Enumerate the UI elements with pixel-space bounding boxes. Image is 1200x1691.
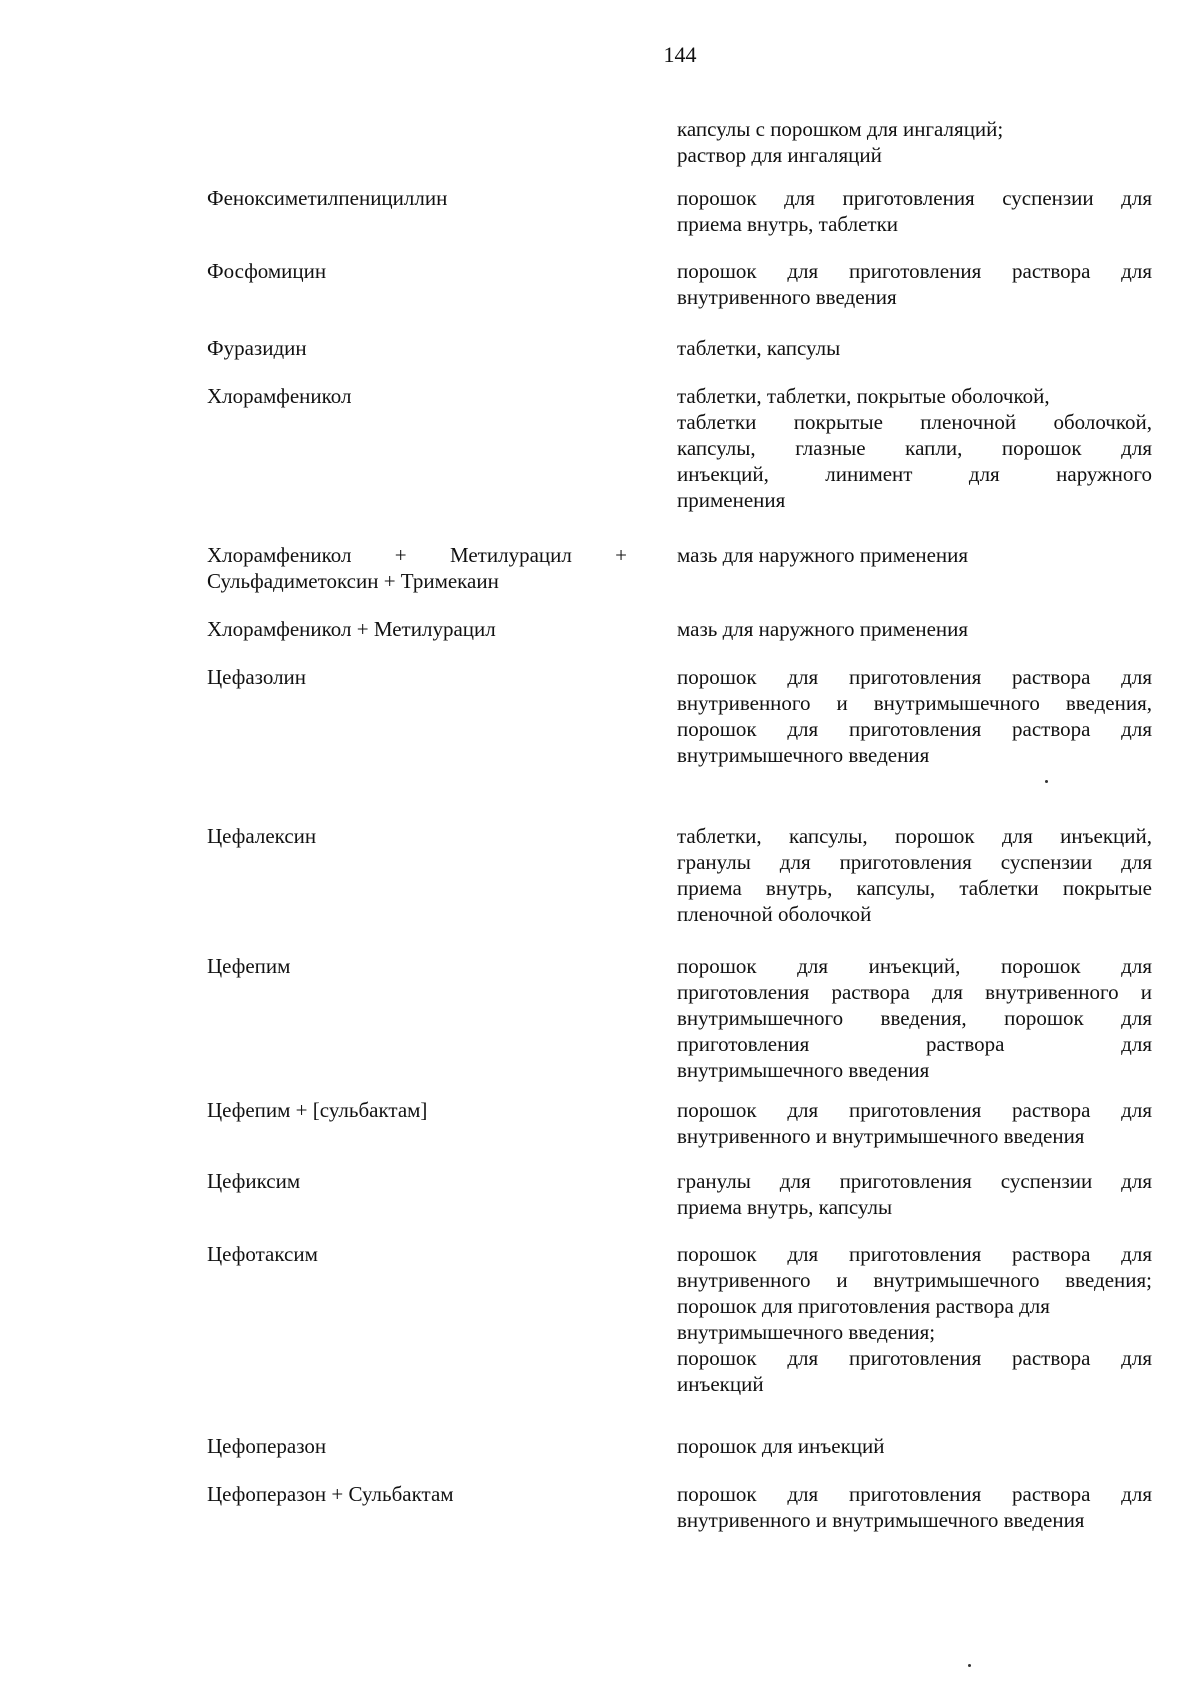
dosage-form-line: таблетки, таблетки, покрытые оболочкой, xyxy=(677,384,1050,408)
dosage-form-line: порошок для приготовления суспензии для xyxy=(677,186,1152,210)
dosage-form xyxy=(677,1481,1152,1533)
drug-name: Цефепим xyxy=(207,954,291,978)
drug-name: Цефалексин xyxy=(207,824,317,848)
drug-name: Цефоперазон + Сульбактам xyxy=(207,1482,454,1506)
drug-name: Фосфомицин xyxy=(207,259,327,283)
dosage-form-line: раствор для ингаляций xyxy=(677,143,882,167)
dosage-form-line: мазь для наружного применения xyxy=(677,617,969,641)
dosage-form-line: капсулы с порошком для ингаляций; xyxy=(677,117,1004,141)
dosage-form xyxy=(677,1241,1152,1397)
dosage-form-line: внутривенного и внутримышечного введения xyxy=(677,1124,1085,1148)
dosage-form-line: порошок для приготовления раствора для xyxy=(677,1242,1152,1266)
dosage-form-line: мазь для наружного применения xyxy=(677,543,969,567)
dosage-form-line: порошок для инъекций, порошок для xyxy=(677,954,1152,978)
dosage-form-line: гранулы для приготовления суспензии для xyxy=(677,1169,1152,1193)
drug-name: Хлорамфеникол xyxy=(207,384,352,408)
drug-name-line: Сульфадиметоксин + Тримекаин xyxy=(207,569,499,593)
dosage-form-line: приготовления раствора для внутривенного и xyxy=(677,980,1152,1004)
dosage-form xyxy=(677,542,1152,568)
dosage-form-line: порошок для приготовления раствора для xyxy=(677,717,1152,741)
dosage-form-line: внутривенного и внутримышечного введения; xyxy=(677,1268,1152,1292)
dosage-form xyxy=(677,1433,1152,1459)
drug-name: Цефотаксим xyxy=(207,1242,318,1266)
dosage-form-line: порошок для приготовления раствора для xyxy=(677,1346,1152,1370)
drug-name: Цефепим + [сульбактам] xyxy=(207,1098,428,1122)
dosage-form-line: порошок для приготовления раствора для xyxy=(677,259,1152,283)
dosage-form xyxy=(677,664,1152,768)
dosage-form-line: порошок для приготовления раствора для xyxy=(677,1098,1152,1122)
dosage-form-line: гранулы для приготовления суспензии для xyxy=(677,850,1152,874)
dosage-form-line: применения xyxy=(677,488,786,512)
dosage-form xyxy=(677,335,1152,361)
drug-name: Цефоперазон xyxy=(207,1434,327,1458)
dosage-form-line: таблетки, капсулы xyxy=(677,336,841,360)
dosage-form xyxy=(677,616,1152,642)
dosage-form-line: порошок для приготовления раствора для xyxy=(677,1294,1050,1318)
dosage-form-line: инъекций, линимент для наружного xyxy=(677,462,1152,486)
dosage-form xyxy=(677,823,1152,927)
dosage-form-line: пленочной оболочкой xyxy=(677,902,872,926)
dosage-form-line: порошок для приготовления раствора для xyxy=(677,665,1152,689)
dosage-form-line: приема внутрь, капсулы xyxy=(677,1195,893,1219)
drug-name: Хлорамфеникол + Метилурацил xyxy=(207,617,496,641)
drug-name xyxy=(207,542,627,594)
page-number: 144 xyxy=(663,42,697,67)
dosage-form xyxy=(677,953,1152,1083)
dosage-form-line: инъекций xyxy=(677,1372,764,1396)
dosage-form-line: приготовления раствора для xyxy=(677,1032,1152,1056)
dosage-form-line: внутримышечного введения xyxy=(677,743,930,767)
dosage-form-line: внутримышечного введения; xyxy=(677,1320,936,1344)
drug-name: Цефиксим xyxy=(207,1169,301,1193)
dosage-form-line: внутримышечного введения, порошок для xyxy=(677,1006,1152,1030)
dosage-form-line: внутривенного и внутримышечного введения xyxy=(677,1508,1085,1532)
dosage-form-line: приема внутрь, капсулы, таблетки покрытые xyxy=(677,876,1152,900)
drug-name: Фуразидин xyxy=(207,336,307,360)
dosage-form-line: капсулы, глазные капли, порошок для xyxy=(677,436,1152,460)
scan-speck xyxy=(968,1664,971,1667)
drug-name-line: Хлорамфеникол + Метилурацил + xyxy=(207,543,627,567)
drug-name: Феноксиметилпенициллин xyxy=(207,186,448,210)
dosage-form-line: внутривенного и внутримышечного введения, xyxy=(677,691,1152,715)
dosage-form-line: внутривенного введения xyxy=(677,285,897,309)
dosage-form-line: таблетки покрытые пленочной оболочкой, xyxy=(677,410,1152,434)
dosage-form xyxy=(677,1097,1152,1149)
dosage-form-line: порошок для приготовления раствора для xyxy=(677,1482,1152,1506)
drug-name: Цефазолин xyxy=(207,665,307,689)
dosage-form-line: таблетки, капсулы, порошок для инъекций, xyxy=(677,824,1152,848)
dosage-form xyxy=(677,383,1152,513)
dosage-form xyxy=(677,116,1152,168)
dosage-form xyxy=(677,258,1152,310)
dosage-form-line: приема внутрь, таблетки xyxy=(677,212,899,236)
dosage-form-line: внутримышечного введения xyxy=(677,1058,930,1082)
dosage-form xyxy=(677,1168,1152,1220)
scan-speck xyxy=(1045,780,1048,783)
dosage-form-line: порошок для инъекций xyxy=(677,1434,885,1458)
dosage-form xyxy=(677,185,1152,237)
